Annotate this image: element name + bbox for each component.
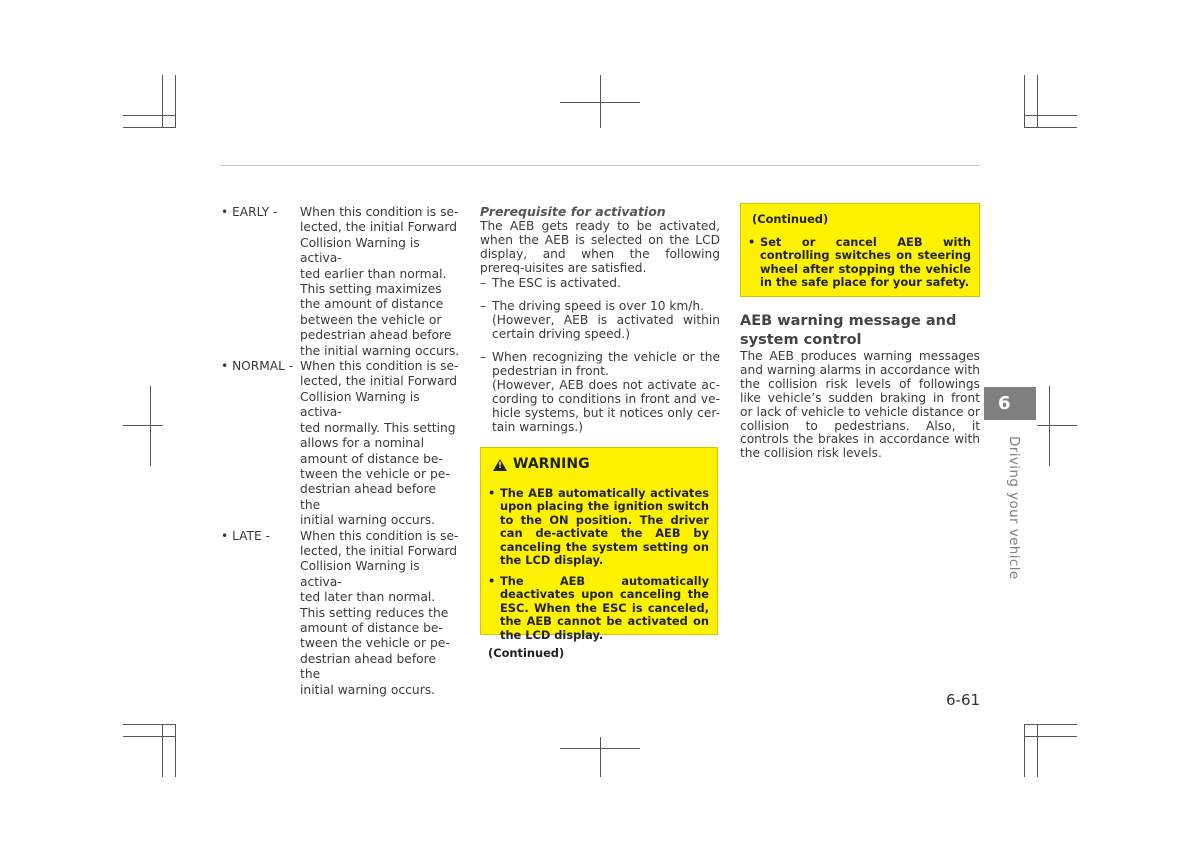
crop-mark — [175, 75, 176, 128]
continued-label: (Continued) — [752, 212, 829, 226]
text-line: Collision Warning is activa- — [300, 235, 420, 266]
list-item-line: The driving speed is over 10 km/h. — [492, 298, 704, 313]
list-item-text: The ESC is activated. — [492, 275, 621, 290]
register-mark — [560, 748, 640, 749]
crop-mark — [1024, 724, 1077, 725]
text-line: destrian ahead before the — [300, 482, 437, 512]
subsection-heading: Prerequisite for activation — [480, 204, 666, 219]
crop-mark — [1037, 724, 1038, 777]
warning-heading — [493, 458, 709, 472]
text-line: tween the vehicle or pe- — [300, 466, 450, 481]
text-line: initial warning occurs. — [300, 682, 436, 697]
crop-mark — [123, 724, 176, 725]
text-line: destrian ahead before the — [300, 651, 437, 682]
text-line: lected, the initial Forward — [300, 374, 458, 389]
bullet-marker: • — [748, 234, 756, 249]
warning-title: WARNING — [513, 456, 590, 472]
chapter-label: Driving your vehicle — [1006, 436, 1022, 580]
list-item-text — [492, 299, 720, 341]
section-heading-line: system control — [740, 332, 862, 348]
page-number: 6-61 — [946, 691, 981, 709]
list-item — [480, 350, 720, 434]
text-line: lected, the initial Forward — [300, 220, 458, 235]
crop-mark — [1037, 75, 1038, 128]
crop-mark — [162, 724, 163, 777]
text-line: ted normally. This setting — [300, 420, 456, 435]
dash-marker: – — [480, 275, 487, 290]
body-paragraph: The AEB produces warning messages and warning alarms in accordance with the collision risk levels of followings like vehicle’s sudden braking in front or lack of vehicle to vehicle distance or collision to pedestrians. Also, it controls the brakes in accordance with the collision risk levels. — [740, 349, 980, 461]
setting-normal — [221, 359, 461, 528]
continued-label: (Continued) — [488, 646, 565, 660]
text-line: When this condition is se- — [300, 359, 459, 374]
warning-bullet — [488, 575, 709, 643]
list-item-text — [492, 350, 720, 434]
crop-mark — [1024, 736, 1077, 737]
register-mark — [1037, 425, 1077, 426]
text-line: Collision Warning is activa- — [300, 559, 420, 589]
crop-mark — [162, 75, 163, 128]
setting-late — [221, 529, 461, 698]
column-warning-control — [740, 203, 980, 461]
bullet-marker: • — [488, 485, 496, 500]
column-settings — [221, 205, 461, 698]
list-item-note: (However, AEB is activated within certain driving speed.) — [492, 312, 720, 341]
text-line: When this condition is se- — [300, 528, 459, 543]
list-item-line: When recognizing the vehicle or the pedestrian in front. — [492, 349, 720, 378]
text-line: allows for a nominal — [300, 436, 424, 451]
crop-mark — [1024, 127, 1077, 128]
list-item-note: (However, AEB does not activate ac-cording to conditions in front and ve-hicle systems, but it notices only cer-tain warnings.) — [492, 377, 720, 434]
warning-box — [480, 447, 718, 660]
setting-key: • LATE - — [221, 528, 270, 543]
crop-mark — [175, 724, 176, 777]
crop-mark — [1024, 75, 1025, 128]
bullet-marker: • — [488, 573, 496, 588]
warning-box-continued — [740, 203, 980, 297]
warning-triangle-icon: ! — [493, 459, 507, 471]
text-line: lected, the initial Forward — [300, 543, 458, 558]
warning-bullet — [748, 236, 971, 290]
setting-key: • EARLY - — [221, 205, 278, 219]
intro-paragraph: The AEB gets ready to be activated, when the AEB is selected on the LCD display, and when the following prereq-uisites are satisfied. — [480, 219, 720, 275]
setting-key: • NORMAL - — [221, 359, 294, 374]
text-line: initial warning occurs. — [300, 513, 436, 528]
list-item — [480, 299, 720, 341]
text-line: tween the vehicle or pe- — [300, 636, 450, 651]
setting-early — [221, 205, 461, 359]
warning-bullet-text: The AEB automatically deactivates upon canceling the ESC. When the ESC is canceled, the AEB cannot be activated on the LCD display. — [500, 573, 709, 642]
crop-mark — [123, 115, 176, 116]
setting-description — [300, 205, 460, 359]
crop-mark — [1024, 115, 1077, 116]
text-line: the amount of distance — [300, 297, 444, 312]
crop-mark — [123, 736, 176, 737]
text-line: between the vehicle or — [300, 312, 442, 327]
list-item — [480, 276, 720, 290]
warning-bullet-text: The AEB automatically activates upon placing the ignition switch to the ON position. The driver can de-activate the AEB by canceling the system setting on the LCD display. — [500, 485, 709, 567]
text-line: Collision Warning is activa- — [300, 389, 420, 420]
header-rule — [220, 165, 980, 166]
setting-description — [300, 529, 460, 698]
text-line: pedestrian ahead before — [300, 328, 452, 343]
text-line: amount of distance be- — [300, 451, 443, 466]
chapter-tab: 6 — [984, 387, 1036, 420]
register-mark — [560, 102, 640, 103]
section-heading — [740, 312, 980, 350]
register-mark — [600, 737, 601, 777]
text-line: This setting reduces the — [300, 605, 449, 620]
crop-mark — [1024, 724, 1025, 777]
warning-bullet-text: Set or cancel AEB with controlling switches on steering wheel after stopping the vehicle in the safe place for your safety. — [760, 234, 971, 289]
column-prerequisites — [480, 204, 720, 660]
warning-bullet — [488, 487, 709, 568]
text-line: ted later than normal. — [300, 590, 436, 605]
setting-description — [300, 359, 460, 528]
text-line: ted earlier than normal. — [300, 266, 447, 281]
register-mark — [1049, 386, 1050, 466]
crop-mark — [123, 127, 176, 128]
text-line: When this condition is se- — [300, 205, 459, 219]
dash-marker: – — [480, 298, 487, 313]
text-line: amount of distance be- — [300, 620, 443, 635]
register-mark — [123, 425, 163, 426]
text-line: This setting maximizes — [300, 282, 442, 297]
register-mark — [150, 386, 151, 466]
text-line: the initial warning occurs. — [300, 343, 460, 358]
section-heading-line: AEB warning message and — [740, 313, 957, 329]
dash-marker: – — [480, 349, 487, 364]
